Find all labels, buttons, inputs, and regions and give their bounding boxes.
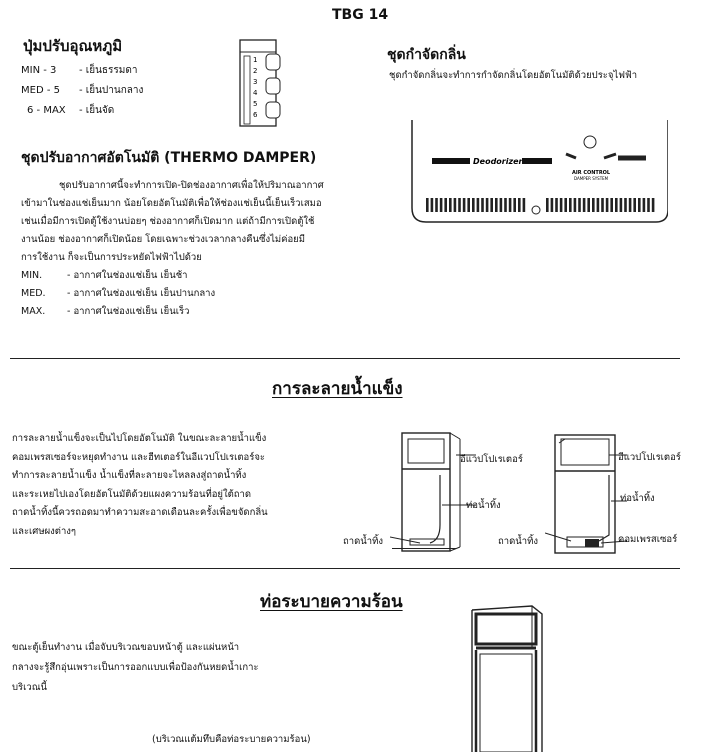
section-divider <box>10 568 680 569</box>
vent-slot <box>504 198 507 212</box>
damper-setting-max <box>21 303 391 321</box>
vent-slot <box>490 198 493 212</box>
defrost-title: การละลายน้ำแข็ง <box>272 379 403 399</box>
label-drain-tray-1: ถาดน้ำทิ้ง <box>343 536 383 547</box>
dial-number: 5 <box>253 100 258 108</box>
vent-slot <box>583 198 586 212</box>
vent-slot <box>518 198 521 212</box>
vent-slot <box>652 198 655 212</box>
paragraph-line: ถาดน้ำทิ้งนี้ควรถอดมาทำความสะอาดเดือนละครั้งเพื่อขจัดกลิ่น <box>12 507 268 518</box>
paragraph-line: กลางจะรู้สึกอุ่นเพราะเป็นการออกแบบเพื่อป้องกันหยดน้ำเกาะ <box>12 662 259 673</box>
vent-slot <box>578 198 581 212</box>
model-header: TBG 14 <box>332 7 389 23</box>
vent-grille-left <box>426 198 525 212</box>
vent-slot <box>449 198 452 212</box>
dial-number: 1 <box>253 56 258 64</box>
vent-slot <box>601 198 604 212</box>
thermo-damper-body <box>21 177 391 321</box>
panel-sub-label: DAMPER SYSTEM <box>574 176 609 181</box>
label-drain-tray-2: ถาดน้ำทิ้ง <box>498 536 538 547</box>
paragraph-line: ขณะตู้เย็นทำงาน เมื่อจับบริเวณขอบหน้าตู้ และแผ่นหน้า <box>12 642 240 653</box>
fridge-heat-vent-illustration <box>458 600 558 752</box>
vent-slot <box>440 198 443 212</box>
label-drain-pipe-1: ท่อน้ำทิ้ง <box>466 500 501 511</box>
panel-label: Deodorizer <box>473 157 523 166</box>
vent-slot <box>500 198 503 212</box>
vent-slot <box>463 198 466 212</box>
section-divider <box>10 358 680 359</box>
vent-slot <box>643 198 646 212</box>
damper-setting-med <box>21 285 391 303</box>
temp-setting-med <box>21 84 143 98</box>
temp-control-title: ปุ่มปรับอุณหภูมิ <box>23 37 123 55</box>
setting-key: MIN - 3 <box>21 65 57 76</box>
vent-slot <box>444 198 447 212</box>
vent-slot <box>431 198 434 212</box>
vent-slot <box>555 198 558 212</box>
label-evaporator-1: อีแวปโปเรเตอร์ <box>460 454 523 465</box>
damper-setting-min <box>21 267 391 285</box>
dial-number: 3 <box>253 78 258 86</box>
temp-setting-min <box>21 64 137 78</box>
setting-desc: - เย็นธรรมดา <box>79 65 138 76</box>
vent-slot <box>638 198 641 212</box>
vent-slot <box>513 198 516 212</box>
label-compressor: คอมเพรสเซอร์ <box>618 534 678 545</box>
vent-slot <box>458 198 461 212</box>
vent-slot <box>486 198 489 212</box>
paragraph-line: และเศษผงต่างๆ <box>12 525 77 537</box>
setting-desc: - อากาศในช่องแช่เย็น เย็นช้า <box>67 270 188 281</box>
heat-vent-body <box>12 638 352 698</box>
vent-slot <box>495 198 498 212</box>
dial-number: 4 <box>253 89 258 97</box>
setting-key: MED - 5 <box>21 85 60 96</box>
setting-desc: - เย็นจัด <box>79 105 115 116</box>
vent-slot <box>592 198 595 212</box>
setting-desc: - อากาศในช่องแช่เย็น เย็นเร็ว <box>67 306 190 317</box>
vent-slot <box>610 198 613 212</box>
vent-slot <box>472 198 475 212</box>
paragraph-line: เข้ามาในช่องแช่เย็นมาก น้อยโดยอัตโนมัติเพื่อให้ช่องแช่เย็นนี้เย็นเร็วเสมอ <box>21 198 322 209</box>
setting-key: 6 - MAX <box>27 105 66 116</box>
vent-slot <box>481 198 484 212</box>
paragraph-line: ชุดปรับอากาศนี้จะทำการเปิด-ปิดช่องอากาศเพื่อให้ปริมาณอากาศ <box>59 180 324 191</box>
setting-desc: - เย็นปานกลาง <box>79 85 144 96</box>
deodorizer-desc: ชุดกำจัดกลิ่นจะทำการกำจัดกลิ่นโดยอัตโนมัติด้วยประจุไฟฟ้า <box>389 70 638 81</box>
paragraph-line: งานน้อย ช่องอากาศก็เปิดน้อย โดยเฉพาะช่วงเวลากลางคืนซึ่งไม่ค่อยมี <box>21 234 306 245</box>
vent-slot <box>633 198 636 212</box>
vent-slot <box>426 198 429 212</box>
paragraph-line: คอมเพรสเซอร์จะหยุดทำงาน และฮีทเตอร์ในอีแวปโปเรเตอร์จะ <box>12 451 266 463</box>
dial-number: 6 <box>253 111 258 119</box>
vent-slot <box>569 198 572 212</box>
vent-grille-right <box>546 198 654 212</box>
vent-slot <box>523 198 526 212</box>
vent-slot <box>560 198 563 212</box>
vent-slot <box>509 198 512 212</box>
paragraph-line: เช่นเมื่อมีการเปิดตู้ใช้งานบ่อยๆ ช่องอากาศก็เปิดมาก แต่ถ้ามีการเปิดตู้ใช้ <box>21 216 315 227</box>
dial-number: 2 <box>253 67 258 75</box>
vent-slot <box>606 198 609 212</box>
vent-slot <box>551 198 554 212</box>
deodorizer-panel-illustration <box>410 120 668 230</box>
label-drain-pipe-2: ท่อน้ำทิ้ง <box>620 493 655 504</box>
defrost-body <box>12 430 352 541</box>
vent-slot <box>647 198 650 212</box>
paragraph-line: การใช้งาน ก็จะเป็นการประหยัดไฟฟ้าไปด้วย <box>21 252 202 263</box>
vent-slot <box>587 198 590 212</box>
heat-vent-caption: (บริเวณแต้มทึบคือท่อระบายความร้อน) <box>152 734 311 745</box>
vent-slot <box>620 198 623 212</box>
vent-slot <box>564 198 567 212</box>
setting-key: MED. <box>21 288 46 299</box>
vent-slot <box>546 198 549 212</box>
heat-vent-title: ท่อระบายความร้อน <box>260 592 403 612</box>
vent-slot <box>574 198 577 212</box>
paragraph-line: ทำการละลายน้ำแข็ง น้ำแข็งที่ละลายจะไหลลงสู่ถาดน้ำทิ้ง <box>12 470 247 481</box>
temp-setting-max <box>27 104 114 118</box>
vent-slot <box>629 198 632 212</box>
vent-slot <box>435 198 438 212</box>
paragraph-line: บริเวณนี้ <box>12 682 48 693</box>
paragraph-line: การละลายน้ำแข็งจะเป็นไปโดยอัตโนมัติ ในขณะละลายน้ำแข็ง <box>12 433 267 444</box>
vent-slot <box>467 198 470 212</box>
deodorizer-title: ชุดกำจัดกลิ่น <box>387 47 466 63</box>
vent-slot <box>615 198 618 212</box>
paragraph-line: และระเหยไปเองโดยอัตโนมัติด้วยแผงความร้อนที่อยู่ใต้ถาด <box>12 488 252 500</box>
label-evaporator-2: อีแวปโปเรเตอร์ <box>618 452 681 463</box>
temperature-dial-illustration <box>236 38 284 128</box>
thermo-damper-title: ชุดปรับอากาศอัตโนมัติ (THERMO DAMPER) <box>21 150 317 166</box>
vent-slot <box>477 198 480 212</box>
vent-slot <box>597 198 600 212</box>
setting-key: MIN. <box>21 270 43 281</box>
setting-desc: - อากาศในช่องแช่เย็น เย็นปานกลาง <box>67 288 216 299</box>
label-underline <box>392 548 456 549</box>
vent-slot <box>624 198 627 212</box>
setting-key: MAX. <box>21 306 46 317</box>
panel-sub-label: AIR CONTROL <box>572 170 611 176</box>
vent-slot <box>454 198 457 212</box>
